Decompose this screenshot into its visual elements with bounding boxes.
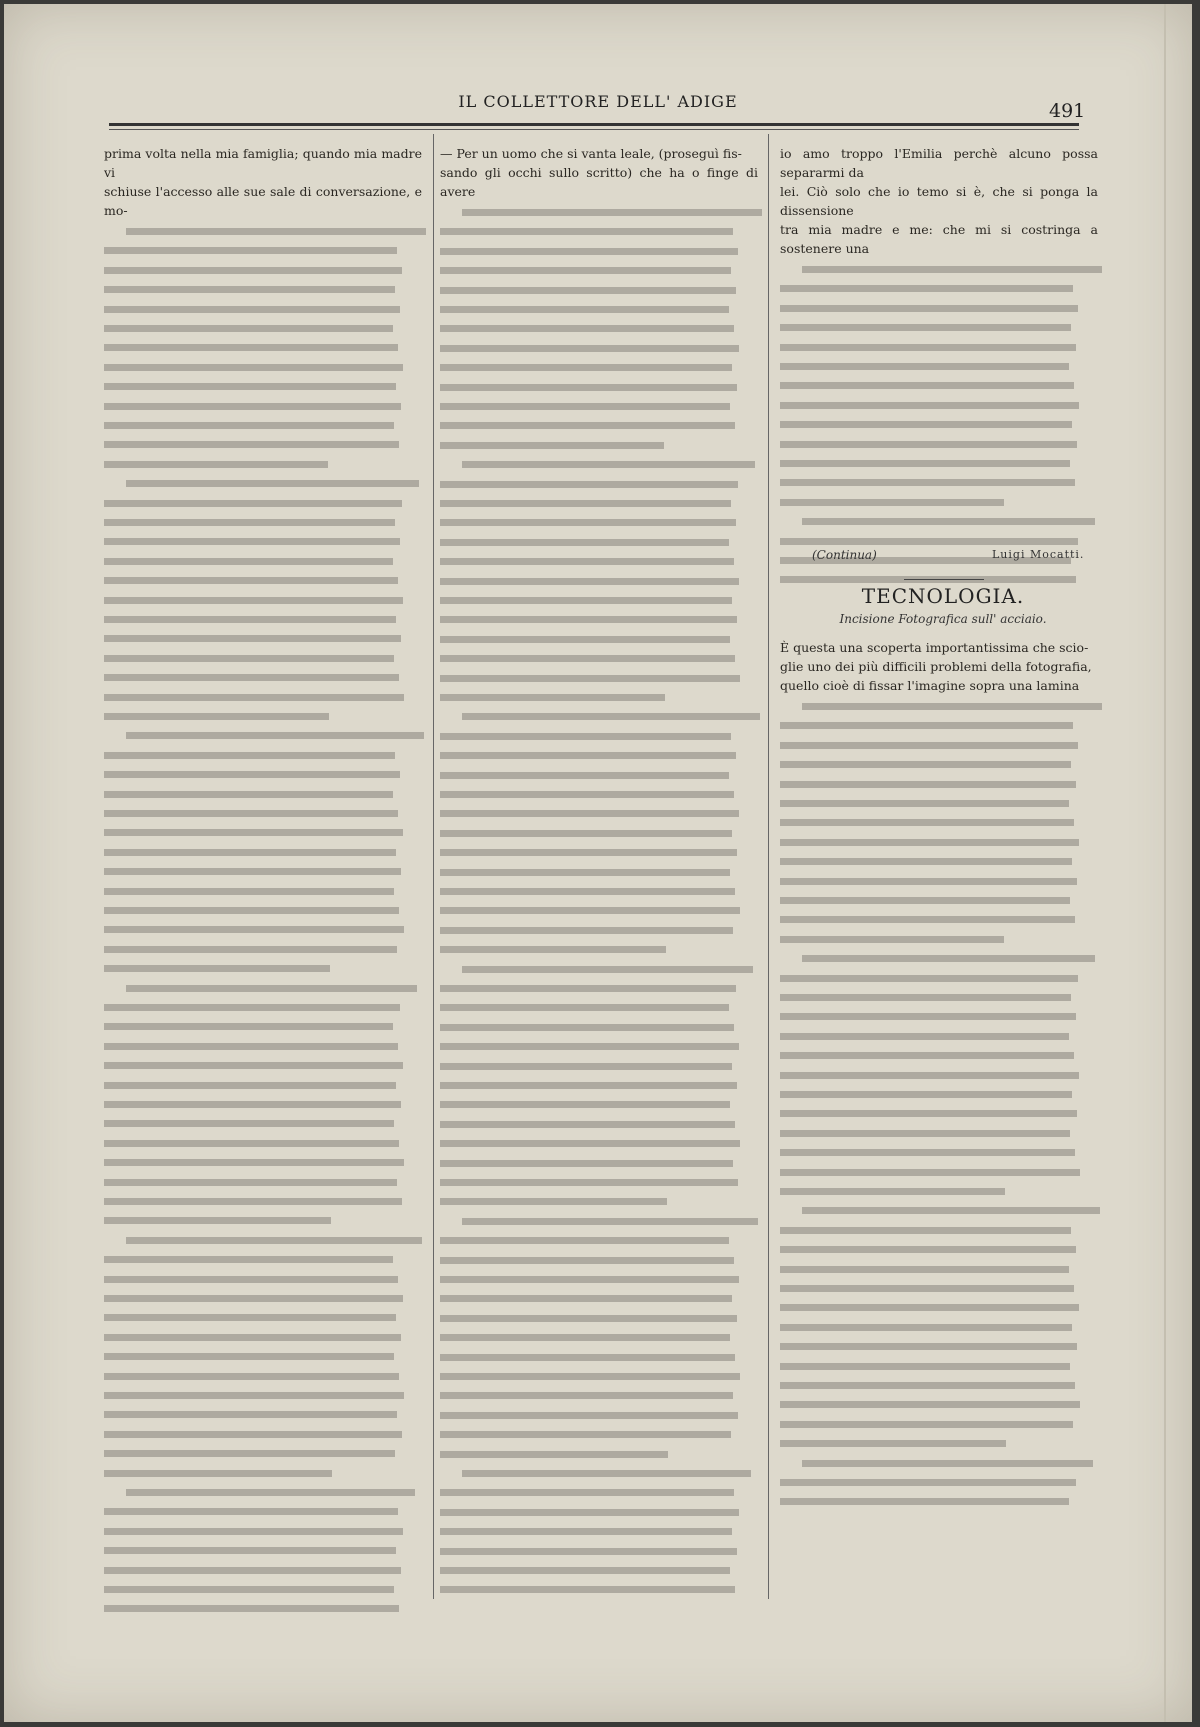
text-line-placeholder xyxy=(440,1101,730,1108)
text-line-placeholder xyxy=(780,1285,1074,1292)
text-line-placeholder xyxy=(440,1451,668,1458)
text-line: sando gli occhi sullo scritto) che ha o finge di avere xyxy=(440,165,758,199)
text-line-placeholder xyxy=(780,1324,1072,1331)
text-line-placeholder xyxy=(104,849,396,856)
text-line-placeholder xyxy=(440,1509,739,1516)
text-line-placeholder xyxy=(104,655,394,662)
author-signature: Luigi Mocatti. xyxy=(992,548,1085,561)
text-line-placeholder xyxy=(440,1295,732,1302)
text-line-placeholder xyxy=(440,985,736,992)
text-line-placeholder xyxy=(780,1169,1080,1176)
text-line-placeholder xyxy=(104,1314,396,1321)
text-line-placeholder xyxy=(780,1440,1006,1447)
text-line-placeholder xyxy=(780,402,1079,409)
text-line-placeholder xyxy=(440,1373,740,1380)
text-line-placeholder xyxy=(104,364,403,371)
text-line-placeholder xyxy=(440,1412,738,1419)
text-line-placeholder xyxy=(780,344,1076,351)
text-line-placeholder xyxy=(104,1082,396,1089)
text-line-placeholder xyxy=(104,1140,399,1147)
section-title: TECNOLOGIA. xyxy=(861,584,1025,608)
text-line-placeholder xyxy=(440,422,735,429)
text-line-placeholder xyxy=(462,713,760,720)
text-line-placeholder xyxy=(440,500,731,507)
text-line-placeholder xyxy=(440,1354,735,1361)
column-divider-2 xyxy=(768,134,769,1599)
text-line-placeholder xyxy=(104,1043,398,1050)
text-line-placeholder xyxy=(104,1334,401,1341)
text-line-placeholder xyxy=(104,1256,393,1263)
text-line-placeholder xyxy=(440,636,730,643)
text-line-placeholder xyxy=(780,916,1075,923)
text-line-placeholder xyxy=(802,1460,1093,1467)
text-line-placeholder xyxy=(780,421,1072,428)
text-line-placeholder xyxy=(440,927,733,934)
text-line-placeholder xyxy=(440,442,664,449)
column-divider-1 xyxy=(433,134,434,1599)
text-line-placeholder xyxy=(440,287,736,294)
text-line-placeholder xyxy=(780,285,1073,292)
text-line-placeholder xyxy=(104,1023,393,1030)
page-number: 491 xyxy=(1049,100,1086,122)
text-line-placeholder xyxy=(440,306,729,313)
text-line-placeholder xyxy=(104,965,330,972)
text-line-placeholder xyxy=(104,344,398,351)
text-line-placeholder xyxy=(104,325,393,332)
text-line-placeholder xyxy=(780,1343,1077,1350)
text-line-placeholder xyxy=(104,383,396,390)
text-line-placeholder xyxy=(780,1363,1070,1370)
text-line: lei. Ciò solo che io temo si è, che si ponga la dissensione xyxy=(780,184,1098,218)
text-line-placeholder xyxy=(440,481,738,488)
text-line-placeholder xyxy=(104,1528,403,1535)
text-line-placeholder xyxy=(802,703,1102,710)
text-line-placeholder xyxy=(440,1160,733,1167)
column-right-opening xyxy=(780,144,1098,258)
text-line-placeholder xyxy=(104,1450,395,1457)
text-line-placeholder xyxy=(462,209,762,216)
text-line-placeholder xyxy=(104,247,397,254)
text-line-placeholder xyxy=(780,878,1077,885)
text-line-placeholder xyxy=(104,306,400,313)
header-rule xyxy=(109,123,1079,126)
text-line-placeholder xyxy=(440,791,734,798)
column-left xyxy=(104,144,422,1670)
text-line-placeholder xyxy=(780,1304,1079,1311)
text-line-placeholder xyxy=(440,558,734,565)
text-line: schiuse l'accesso alle sue sale di conversazione, e mo- xyxy=(104,184,422,218)
text-line-placeholder xyxy=(104,1198,402,1205)
text-line-placeholder xyxy=(104,461,328,468)
text-line-placeholder xyxy=(440,1548,737,1555)
text-line-placeholder xyxy=(780,1227,1071,1234)
text-line-placeholder xyxy=(440,616,737,623)
text-line-placeholder xyxy=(440,1315,737,1322)
text-line-placeholder xyxy=(126,732,424,739)
section-opening xyxy=(780,638,1098,695)
text-line-placeholder xyxy=(104,267,402,274)
column-right xyxy=(780,144,1098,598)
text-line-placeholder xyxy=(440,519,736,526)
text-line-placeholder xyxy=(780,479,1075,486)
text-line-placeholder xyxy=(780,781,1076,788)
masthead-title: IL COLLETTORE DELL' ADIGE xyxy=(458,92,738,111)
text-line-placeholder xyxy=(104,1353,394,1360)
text-line-placeholder xyxy=(104,635,401,642)
text-line-placeholder xyxy=(780,839,1079,846)
text-line-placeholder xyxy=(440,345,739,352)
page-fold xyxy=(1164,4,1166,1722)
column-middle-body xyxy=(440,201,758,1651)
text-line-placeholder xyxy=(440,1198,667,1205)
text-line-placeholder xyxy=(780,897,1070,904)
text-line-placeholder xyxy=(462,966,753,973)
text-line-placeholder xyxy=(104,868,401,875)
text-line-placeholder xyxy=(104,771,400,778)
text-line-placeholder xyxy=(780,1421,1073,1428)
section-body-lines xyxy=(780,695,1098,1595)
text-line-placeholder xyxy=(780,460,1070,467)
text-line-placeholder xyxy=(440,907,740,914)
text-line-placeholder xyxy=(440,1392,733,1399)
text-line-placeholder xyxy=(104,422,394,429)
text-line-placeholder xyxy=(780,742,1078,749)
text-line-placeholder xyxy=(104,1373,399,1380)
text-line-placeholder xyxy=(440,810,739,817)
text-line-placeholder xyxy=(104,946,397,953)
text-line-placeholder xyxy=(104,1567,401,1574)
text-line-placeholder xyxy=(780,936,1004,943)
text-line-placeholder xyxy=(780,1266,1069,1273)
text-line-placeholder xyxy=(104,500,402,507)
text-line-placeholder xyxy=(440,1276,739,1283)
text-line-placeholder xyxy=(104,1470,332,1477)
text-line-placeholder xyxy=(440,1082,737,1089)
text-line-placeholder xyxy=(780,382,1074,389)
column-right-body-top xyxy=(780,258,1098,598)
text-line-placeholder xyxy=(440,1567,730,1574)
text-line-placeholder xyxy=(440,1063,732,1070)
text-line-placeholder xyxy=(440,849,737,856)
text-line-placeholder xyxy=(780,761,1071,768)
text-line-placeholder xyxy=(780,1052,1074,1059)
text-line: tra mia madre e me: che mi si costringa a sostenere una xyxy=(780,222,1098,256)
text-line-placeholder xyxy=(104,713,329,720)
text-line-placeholder xyxy=(104,1392,404,1399)
text-line-placeholder xyxy=(440,267,731,274)
text-line-placeholder xyxy=(462,1218,758,1225)
text-line-placeholder xyxy=(104,597,403,604)
text-line-placeholder xyxy=(440,403,730,410)
text-line-placeholder xyxy=(104,1101,401,1108)
section-body xyxy=(780,638,1098,1595)
text-line-placeholder xyxy=(104,829,403,836)
text-line-placeholder xyxy=(104,538,400,545)
text-line-placeholder xyxy=(440,248,738,255)
text-line-placeholder xyxy=(780,994,1071,1001)
text-line-placeholder xyxy=(780,1091,1072,1098)
text-line-placeholder xyxy=(104,286,395,293)
text-line-placeholder xyxy=(780,1149,1075,1156)
text-line-placeholder xyxy=(462,461,755,468)
text-line-placeholder xyxy=(104,926,404,933)
text-line-placeholder xyxy=(440,1528,732,1535)
text-line-placeholder xyxy=(440,1024,734,1031)
text-line: prima volta nella mia famiglia; quando mia madre vi xyxy=(104,146,422,180)
text-line-placeholder xyxy=(104,1547,396,1554)
text-line-placeholder xyxy=(104,616,396,623)
newspaper-page xyxy=(4,4,1192,1722)
text-line-placeholder xyxy=(104,1004,400,1011)
column-left-body xyxy=(104,220,422,1670)
text-line-placeholder xyxy=(780,1033,1069,1040)
text-line-placeholder xyxy=(440,655,735,662)
text-line-placeholder xyxy=(780,800,1069,807)
text-line-placeholder xyxy=(440,830,732,837)
text-line: È questa una scoperta importantissima che scio- xyxy=(780,640,1089,655)
text-line-placeholder xyxy=(440,384,737,391)
text-line-placeholder xyxy=(440,694,665,701)
text-line-placeholder xyxy=(440,1140,740,1147)
text-line-placeholder xyxy=(440,1004,729,1011)
section-divider xyxy=(904,579,984,580)
text-line-placeholder xyxy=(780,441,1077,448)
text-line-placeholder xyxy=(440,228,733,235)
text-line-placeholder xyxy=(780,819,1074,826)
column-middle xyxy=(440,144,758,1651)
text-line-placeholder xyxy=(104,1295,403,1302)
text-line: io amo troppo l'Emilia perchè alcuno possa separarmi da xyxy=(780,146,1098,180)
text-line-placeholder xyxy=(104,810,398,817)
text-line-placeholder xyxy=(126,480,419,487)
text-line: — Per un uomo che si vanta leale, (proseguì fis- xyxy=(440,146,742,161)
text-line-placeholder xyxy=(104,403,401,410)
text-line-placeholder xyxy=(780,363,1069,370)
text-line-placeholder xyxy=(104,1179,397,1186)
text-line-placeholder xyxy=(780,858,1072,865)
text-line-placeholder xyxy=(802,518,1095,525)
text-line-placeholder xyxy=(440,578,739,585)
text-line-placeholder xyxy=(104,752,395,759)
text-line-placeholder xyxy=(104,441,399,448)
continued-label: (Continua) xyxy=(812,548,877,562)
text-line-placeholder xyxy=(440,1179,738,1186)
text-line-placeholder xyxy=(126,1237,422,1244)
text-line-placeholder xyxy=(126,985,417,992)
text-line-placeholder xyxy=(440,1043,739,1050)
text-line-placeholder xyxy=(780,538,1078,545)
text-line-placeholder xyxy=(440,597,732,604)
text-line-placeholder xyxy=(440,364,732,371)
text-line-placeholder xyxy=(780,1110,1077,1117)
text-line-placeholder xyxy=(802,266,1102,273)
text-line-placeholder xyxy=(104,1586,394,1593)
text-line-placeholder xyxy=(440,1257,734,1264)
text-line-placeholder xyxy=(462,1470,751,1477)
text-line-placeholder xyxy=(440,1431,731,1438)
text-line-placeholder xyxy=(126,228,426,235)
text-line-placeholder xyxy=(440,1586,735,1593)
text-line-placeholder xyxy=(802,955,1095,962)
column-left-opening xyxy=(104,144,422,220)
text-line-placeholder xyxy=(802,1207,1100,1214)
text-line-placeholder xyxy=(780,722,1073,729)
text-line-placeholder xyxy=(104,558,393,565)
text-line-placeholder xyxy=(104,1508,398,1515)
text-line-placeholder xyxy=(104,888,394,895)
text-line-placeholder xyxy=(104,519,395,526)
text-line-placeholder xyxy=(104,791,393,798)
text-line-placeholder xyxy=(780,1401,1080,1408)
text-line-placeholder xyxy=(780,1130,1070,1137)
text-line-placeholder xyxy=(440,675,740,682)
text-line-placeholder xyxy=(440,888,735,895)
text-line-placeholder xyxy=(104,1062,403,1069)
text-line-placeholder xyxy=(780,1072,1079,1079)
text-line-placeholder xyxy=(440,539,729,546)
text-line-placeholder xyxy=(780,499,1004,506)
text-line-placeholder xyxy=(104,1431,402,1438)
text-line: quello cioè di fissar l'imagine sopra una lamina xyxy=(780,678,1080,693)
text-line-placeholder xyxy=(440,1121,735,1128)
text-line-placeholder xyxy=(440,946,666,953)
text-line-placeholder xyxy=(440,325,734,332)
text-line-placeholder xyxy=(440,1237,729,1244)
text-line-placeholder xyxy=(440,869,730,876)
text-line-placeholder xyxy=(104,694,404,701)
text-line-placeholder xyxy=(440,733,731,740)
text-line-placeholder xyxy=(780,1382,1075,1389)
text-line-placeholder xyxy=(440,772,729,779)
text-line-placeholder xyxy=(104,1605,399,1612)
text-line-placeholder xyxy=(126,1489,415,1496)
text-line-placeholder xyxy=(104,674,399,681)
text-line-placeholder xyxy=(780,305,1078,312)
text-line-placeholder xyxy=(780,975,1078,982)
text-line-placeholder xyxy=(104,907,399,914)
text-line-placeholder xyxy=(440,1489,734,1496)
text-line-placeholder xyxy=(780,1188,1005,1195)
column-middle-opening xyxy=(440,144,758,201)
text-line-placeholder xyxy=(780,1479,1076,1486)
text-line-placeholder xyxy=(440,1334,730,1341)
text-line-placeholder xyxy=(104,1411,397,1418)
text-line: glie uno dei più difficili problemi della fotografia, xyxy=(780,659,1092,674)
text-line-placeholder xyxy=(104,577,398,584)
text-line-placeholder xyxy=(104,1159,404,1166)
text-line-placeholder xyxy=(780,1246,1076,1253)
text-line-placeholder xyxy=(780,1013,1076,1020)
header-rule-thin xyxy=(109,129,1079,130)
text-line-placeholder xyxy=(104,1276,398,1283)
section-subtitle: Incisione Fotografica sull' acciaio. xyxy=(839,612,1047,626)
text-line-placeholder xyxy=(780,1498,1069,1505)
text-line-placeholder xyxy=(440,752,736,759)
text-line-placeholder xyxy=(104,1120,394,1127)
text-line-placeholder xyxy=(780,324,1071,331)
text-line-placeholder xyxy=(104,1217,331,1224)
